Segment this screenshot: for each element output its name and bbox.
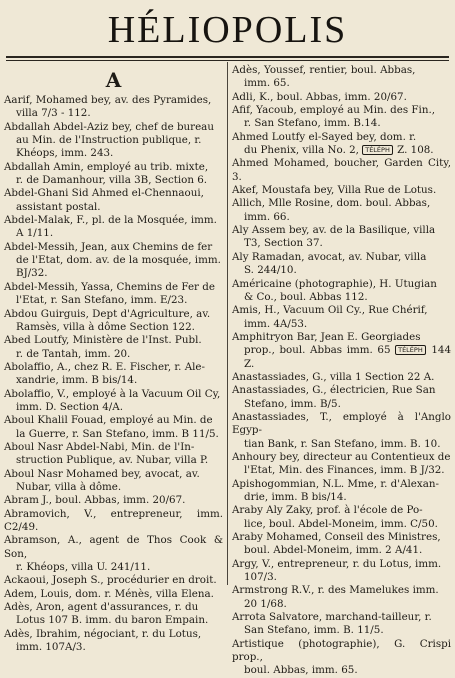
entry-continuation-line: r. de Damanhour, villa 3B, Section 6. [16,174,208,187]
entry-continuation-line: Khéops, imm. 243. [16,147,114,160]
entry-name-line: Abram J., boul. Abbas, imm. 20/67. [4,494,186,507]
left-entry-list [4,94,223,654]
directory-entry [4,574,223,587]
entry-continuation-line: 20 1/68. [244,597,287,610]
telephone-badge: TÉLÉPH [362,145,393,155]
directory-entry [232,131,451,158]
entry-continuation-line: Lotus 107 B. imm. du baron Empain. [16,614,209,627]
entry-continuation-line: la Guerre, r. San Stefano, imm. B 11/5. [16,427,219,440]
entry-name-line: Ahmed Mohamed, boucher, Garden City, 3. [232,157,451,183]
entry-name-line: Abdel-Ghani Sid Ahmed el-Chennaoui, [4,187,204,200]
column-divider [227,62,228,585]
directory-entry [232,104,451,131]
entry-continuation-line: & Co., boul. Abbas 112. [244,290,368,303]
directory-entry [232,478,451,505]
entry-continuation-line: drie, imm. B bis/14. [244,491,347,503]
entry-name-line: Ahmed Loutfy el-Sayed bey, dom. r. [232,130,417,143]
entry-name-line: Ackaoui, Joseph S., procédurier en droit. [4,574,217,587]
directory-entry [4,441,223,468]
entry-continuation-line: xandrie, imm. B bis/14. [16,374,138,387]
entry-name-line: Adli, K., boul. Abbas, imm. 20/67. [232,90,407,103]
directory-entry [232,157,451,184]
entry-name-line: Abdallah Amin, employé au trib. mixte, [4,160,209,173]
directory-entry [232,224,451,251]
directory-entry [4,494,223,507]
entry-continuation-line: assistant postal. [16,200,101,213]
title-rule-secondary [6,60,449,61]
entry-name-line: Aly Assem bey, av. de la Basilique, villa [232,224,436,237]
directory-entry [4,588,223,601]
entry-name-line: Araby Mohamed, Conseil des Ministres, [232,531,441,544]
entry-name-line: Afif, Yacoub, employé au Min. des Fin., [232,104,436,117]
right-column [232,64,451,678]
directory-entry [4,161,223,188]
entry-continuation-line: imm. 107A/3. [16,641,86,654]
entry-name-line: Abdallah Abdel-Aziz bey, chef de bureau [4,120,214,133]
entry-name-line: Abdel-Malak, F., pl. de la Mosquée, imm. [4,214,217,227]
entry-name-line: Amis, H., Vacuum Oil Cy., Rue Chérif, [232,304,428,317]
entry-continuation-line: imm. 65. [244,77,290,90]
left-column [4,64,223,654]
directory-entry [232,638,451,678]
entry-name-line: Aboul Khalil Fouad, employé au Min. de [4,414,213,427]
directory-entry [4,361,223,388]
entry-continuation-line: de l'Etat, dom. av. de la mosquée, imm. [16,254,221,267]
entry-name-line: Abramson, A., agent de Thos Cook & Son, [4,534,223,560]
directory-entry [232,251,451,278]
entry-name-line: Aarif, Mohamed bey, av. des Pyramides, [4,94,212,106]
entry-name-line: Abdel-Messih, Jean, aux Chemins de fer [4,240,213,253]
directory-entry [4,508,223,535]
entry-continuation-line: tian Bank, r. San Stefano, imm. B. 10. [244,437,441,450]
entry-continuation-line: r. de Tantah, imm. 20. [16,347,131,360]
entry-name-line: Anastassiades, G., électricien, Rue San [232,384,436,397]
directory-entry [232,584,451,611]
directory-entry [232,384,451,411]
entry-continuation-line: au Min. de l'Instruction publique, r. [16,134,202,147]
entry-name-line: Aboul Nasr Mohamed bey, avocat, av. [4,467,200,480]
telephone-badge: TÉLÉPH [395,345,426,355]
entry-name-line: Anhoury bey, directeur au Contentieux de [232,450,451,463]
entry-name-line: Anastassiades, T., employé à l'Anglo Egyp- [232,410,451,437]
entry-continuation-line: T3, Section 37. [244,237,323,250]
entry-continuation-line: lice, boul. Abdel-Moneim, imm. C/50. [244,517,438,530]
entry-continuation-line: 107/3. [244,571,277,584]
entry-name-line: Artistique (photographie), G. Crispi prop., [232,637,451,664]
entry-continuation-line: imm. 66. [244,210,290,223]
directory-entry [4,334,223,361]
entry-continuation-line: boul. Abbas, imm. 65. [244,664,358,677]
entry-name-line: Abed Loutfy, Ministère de l'Inst. Publ. [4,334,202,347]
directory-entry [232,304,451,331]
entry-continuation-line: Ramsès, villa à dôme Section 122. [16,320,195,333]
directory-entry [232,184,451,197]
directory-entry [232,451,451,478]
directory-entry [4,628,223,655]
entry-continuation-line: imm. 4A/53. [244,317,308,330]
entry-name-line: Araby Aly Zaky, prof. à l'école de Po- [232,504,423,517]
directory-entry [232,278,451,305]
entry-name-line: Adès, Aron, agent d'assurances, r. du [4,601,199,614]
directory-entry [232,91,451,104]
entry-name-line: Abdel-Messih, Yassa, Chemins de Fer de [4,280,215,293]
directory-entry [4,94,223,121]
directory-entry [4,121,223,161]
right-entry-list [232,64,451,678]
entry-name-line: Abdou Guirguis, Dept d'Agriculture, av. [4,307,211,320]
directory-entry [4,281,223,308]
directory-entry [232,611,451,638]
entry-name-line: Arrota Salvatore, marchand-tailleur, r. [232,611,432,624]
directory-entry [4,214,223,241]
page-title: HÉLIOPOLIS [107,9,348,51]
entry-continuation-line: villa 7/3 - 112. [16,107,91,120]
entry-name-line: Américaine (photographie), H. Utugian [232,277,437,290]
entry-continuation-line: Stefano, imm. B/5. [244,397,341,410]
entry-name-line: Aly Ramadan, avocat, av. Nubar, villa [232,250,427,263]
entry-name-line: Anastassiades, G., villa 1 Section 22 A. [232,370,435,383]
entry-continuation-line: prop., boul. Abbas imm. 65 TÉLÉPH 144 Z. [244,344,451,370]
directory-entry [232,411,451,451]
directory-entry [232,371,451,384]
entry-name-line: Allich, Mlle Rosine, dom. boul. Abbas, [232,197,431,210]
entry-name-line: Adès, Youssef, rentier, boul. Abbas, [232,64,416,76]
entry-continuation-line: l'Etat, Min. des Finances, imm. B J/32. [244,464,445,477]
entry-name-line: Amphitryon Bar, Jean E. Georgiades [232,330,421,343]
directory-entry [232,504,451,531]
directory-entry [4,308,223,335]
entry-name-line: Argy, V., entrepreneur, r. du Lotus, imm. [232,557,442,570]
entry-name-line: Adem, Louis, dom. r. Ménès, villa Elena. [4,587,214,600]
title-rule [6,56,449,58]
section-letter: A [105,68,122,92]
entry-continuation-line: BJ/32. [16,267,48,280]
entry-name-line: Abolaffio, A., chez R. E. Fischer, r. Ale- [4,360,206,373]
directory-entry [4,388,223,415]
directory-entry [4,187,223,214]
entry-name-line: Aboul Nasr Abdel-Nabi, Min. de l'In- [4,440,195,453]
entry-continuation-line: San Stefano, imm. B. 11/5. [244,624,384,637]
entry-continuation-line: r. San Stefano, imm. B.14. [244,117,381,130]
directory-entry [4,241,223,281]
entry-continuation-line: S. 244/10. [244,264,297,277]
directory-entry [232,531,451,558]
directory-entry [232,558,451,585]
entry-name-line: Adès, Ibrahim, négociant, r. du Lotus, [4,627,202,640]
entry-name-line: Apishogommian, N.L. Mme, r. d'Alexan- [232,477,439,490]
entry-continuation-line: struction Publique, av. Nubar, villa P. [16,454,209,467]
entry-continuation-line: du Phenix, villa No. 2, TÉLÉPH Z. 108. [244,144,434,157]
directory-entry [4,414,223,441]
entry-continuation-line: A 1/11. [16,227,54,240]
entry-continuation-line: Nubar, villa à dôme. [16,480,122,493]
directory-entry [232,331,451,371]
entry-name-line: Abolaffio, V., employé à la Vacuum Oil Cy, [4,387,221,400]
directory-entry [4,601,223,628]
directory-entry [4,534,223,574]
entry-name-line: Armstrong R.V., r. des Mamelukes imm. [232,584,439,597]
entry-continuation-line: l'Etat, r. San Stefano, imm. E/23. [16,294,188,307]
entry-name-line: Abramovich, V., entrepreneur, imm. C2/49. [4,507,223,533]
directory-entry [232,64,451,91]
entry-continuation-line: imm. D. Section 4/A. [16,400,123,413]
entry-continuation-line: r. Khéops, villa U. 241/11. [16,561,151,574]
directory-entry [4,468,223,495]
directory-entry [232,197,451,224]
entry-name-line: Akef, Moustafa bey, Villa Rue de Lotus. [232,184,437,197]
entry-continuation-line: boul. Abdel-Moneim, imm. 2 A/41. [244,544,423,557]
